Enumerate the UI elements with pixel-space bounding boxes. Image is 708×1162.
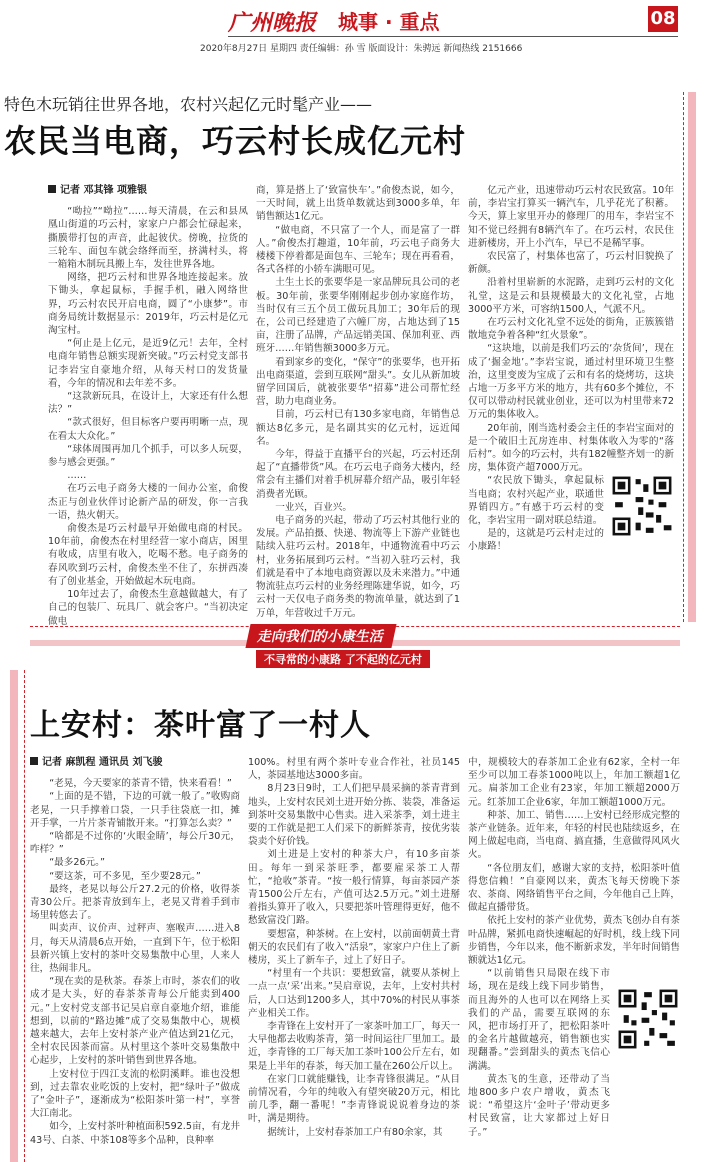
story2-headline: 上安村：茶叶富了一村人 [30,708,371,743]
masthead-info: 2020年8月27日 星期四 责任编辑：孙 雪 版面设计：朱骋远 新闻热线 2151666 [200,44,523,54]
story1-column-3 [468,184,674,554]
story2-byline-text: 记者 麻凯程 通讯员 刘飞骏 [42,757,163,768]
paragraph: “农民放下锄头，拿起鼠标当电商；农村兴起产业，联通世界销四方。”有感于巧云村的变化，李岩宝用一副对联总结道。 [468,475,604,527]
paragraph: 目前，巧云村已有130多家电商，年销售总额达8亿多元，是名副其实的亿元村，远近闻名。 [256,409,460,447]
paragraph: “上面的是不错，下边的可就一般了。”收购商老晃，一只手撑着口袋，一只手往袋底一扣，摊开手掌，一片片茶青铺散开来。“打算怎么卖？” [30,791,240,829]
paragraph: 上安村位于四江支流的松阴溪畔。谁也没想到，过去靠农业吃饭的上安村，把“绿叶子”做成了“金叶子”，逐渐成为“松阳茶叶第一村”，享誉大江南北。 [30,1068,240,1120]
paragraph: 100%。村里有两个茶叶专业合作社，社员145人，茶园基地达3000多亩。 [248,757,460,782]
paragraph: “现在卖的是秋茶。春茶上市时，茶农们的收成才是大头，好的春茶茶青每公斤能卖到400元。”上安村党支部书记吴启章自豪地介绍，谁能想到，以前的“路边摊”成了交易集散中心，规模越来越大，去年上安村茶产业产值达到21亿元，全村农民因茶而富。从村里这个茶叶交易集散中心起步，上安村的茶叶销售到世界各地。 [30,976,240,1067]
paragraph: 土生土长的张要华是一家品牌玩具公司的老板。30年前，张要华刚刚起步创办家庭作坊，当时仅有三五个员工做玩具加工；30年后的现在，公司已经建造了六幢厂房，占地达到了15亩，注册了品牌，产品远销美国、保加利亚、西班牙……年销售额3000多万元。 [256,277,460,355]
paragraph: “村里有一个共识：要想致富，就要从茶树上一点一点‘采’出来。”吴启章说，去年，上安村共村后，人口达到1200多人，其中70%的村民从事茶产业相关工作。 [248,968,460,1019]
paragraph: “球体周围再加几个抓手，可以多人玩耍，参与感会更强。” [48,443,248,469]
paragraph: “呦拉”“呦拉”……每天清晨，在云和县凤凰山街道的巧云村，家家户户都会忙碌起来，撕膜带打包的声音，此起彼伏。傍晚，拉货的三轮车、面包车就会络绎而至，挤满村头，将一箱箱木制玩具搬上车，发往世界各地。 [48,206,248,271]
paragraph: 亿元产业，迅速带动巧云村农民致富。10年前，李岩宝打算买一辆汽车，几乎花光了积蓄。今天，算上家里开办的修理厂的用车，李岩宝不知不觉已经拥有8辆汽车了。在巧云村，农民住进新楼房，开上小汽车，早已不是稀罕事。 [468,185,674,249]
newspaper-logo: 广州晚报 [228,10,317,36]
story2-column-1 [30,756,240,1147]
paragraph: 8月23日9时，工人们把早晨采摘的茶青背到地头，上安村农民刘土进开始分拣、装袋，准备运到茶叶交易集散中心售卖。进入采茶季，刘土进主要的工作就是把工人们采下的新鲜茶青，按优劣装袋卖个好价钱。 [248,783,460,848]
paragraph: 依托上安村的茶产业优势，黄杰飞创办自有茶叶品牌，紧抓电商快速崛起的好时机，线上线下同步销售，今年以来，他不断新求发，半年时间销售额就达1亿元。 [468,915,680,967]
paragraph: 沿着村里崭新的水泥路，走到巧云村的文化礼堂，这是云和县规模最大的文化礼堂，占地3000平方米，可容纳1500人，气派不凡。 [468,277,674,315]
story1-column-2 [256,184,460,620]
paragraph: 中，规模较大的春茶加工企业有62家，全村一年至少可以加工春茶1000吨以上，年加工额超1亿元。扁茶加工企业有23家，年加工额超2000万元。红茶加工企业6家，年加工额超1000万元。 [468,757,680,808]
series-banner-title: 走向我们的小康生活 [245,624,396,648]
masthead-rule [228,36,678,37]
frame-right-bar [688,92,696,622]
paragraph: 是的，这就是巧云村走过的小康路！ [468,528,604,553]
paragraph: 一业兴，百业兴。 [275,501,352,513]
qr-code-icon[interactable] [616,987,680,1051]
paragraph: “最多26元。” [49,857,105,869]
paragraph: “以前销售只局限在线下市场，现在是线上线下同步销售，而且海外的人也可以在网络上买我们的产品，需要互联网的东风，把市场打开了，把松阳茶叶的金名片越做越亮，销售额也实现翻番。”尝到甜头的黄杰飞信心满满。 [468,968,610,1072]
paragraph: “啥都是不过你的‘火眼金睛’，每公斤30元，咋样？” [30,831,240,856]
paragraph: 种茶、加工、销售……上安村已经形成完整的茶产业链条。近年来，年轻的村民也陆续返乡，在网上做起电商，当电商、搞直播，生意做得风风火火。 [468,809,680,861]
paragraph: 要想富，种茶树。在上安村，以前面朝黄土背朝天的农民们有了收入“活泉”，家家户户住上了新楼房，买上了新车子，过上了好日子。 [248,928,460,967]
frame-left-bar [10,670,18,1162]
paragraph: 在家门口就能赚钱，让李青锋很满足。“从目前情况看，今年的纯收入有望突破20万元，相比前几季，翻一番呢！”李青锋说说说着身边的茶叶，满是期待。 [248,1073,460,1125]
paragraph: 在巧云村文化礼堂不远处的街角，正簇簇错散地竞争着各种“红火景象”。 [468,317,674,342]
story2-column-3 [468,756,680,1139]
paragraph: “款式很好，但目标客户要再明晰一点，现在看太大众化。” [48,417,248,442]
story1-column-1 [48,184,248,628]
paragraph: “做电商，不只富了一个人，而是富了一群人。”俞俊杰打趣道，10年前，巧云电子商务大楼楼下停着都是面包车、三轮车；现在再看看，各式各样的小轿车满眼可见。 [256,224,460,276]
paragraph: 刘土进是上安村的种茶大户，有10多亩茶田。每年一到采茶旺季，都要雇采茶工人帮忙，“抢收”茶青。“按一般行情算，每亩茶园产茶青1500公斤左右，产值可达2.5万元。”刘土进掰着指头算开了收入，只要把茶叶管理得更好，他不愁致富没门路。 [248,849,460,927]
story1-headline: 农民当电商，巧云村长成亿元村 [4,122,467,160]
paragraph: 李青锋在上安村开了一家茶叶加工厂，每天一大早他都去收购茶青，第一时间运往厂里加工。最近，李青锋的工厂每天加工茶叶100公斤左右，如果是上半年的春茶，每天加工量在260公斤以上。 [248,1021,460,1072]
paragraph: 看到家乡的变化，“保守”的张要华，也开拓出电商渠道，尝到互联网“甜头”。女儿从新加坡留学回国后，就被张要华“招募”进公司帮忙经营，助力电商业务。 [256,356,460,408]
paragraph: 今年，得益于直播平台的兴起，巧云村还刮起了“直播带货”风。在巧云电子商务大楼内，经常会有主播们对着手机屏幕介绍产品，吸引年轻消费者光顾。 [256,449,460,500]
paragraph: 20年前，刚当选村委会主任的李岩宝面对的是一个破旧土瓦房连串、村集体收入为零的“落后村”。如今的巧云村，共有182幢整齐划一的新房，集体资产超7000万元。 [468,422,674,474]
paragraph: 据统计，上安村春茶加工户有80余家，其 [267,1126,443,1138]
page-number: 08 [648,6,678,32]
paragraph: “何止是上亿元，是近9亿元！去年，全村电商年销售总额实现新突破。”巧云村党支部书记李岩宝自豪地介绍，从每天村口的发货量看，今年的情况和去年差不多。 [48,338,248,389]
paragraph: “老晃，今天要家的茶青不错，快来看看！” [49,778,232,790]
qr-code-icon[interactable] [610,474,674,538]
story2-byline [30,756,240,769]
paragraph: 农民富了，村集体也富了，巧云村旧貌换了新颜。 [468,251,674,276]
frame-right-dash [683,92,684,622]
paragraph: 俞俊杰是巧云村最早开始做电商的村民。10年前，俞俊杰在村里经营一家小商店，困里有收成，店里有收入，吃喝不愁。电子商务的春风吹到巧云村，俞俊杰坐不住了，东拼西凑有了创业基金，开始做起木玩电商。 [48,523,248,587]
section-title: 城事 · 重点 [338,10,440,34]
paragraph: 网络，把巧云村和世界各地连接起来。放下锄头，拿起鼠标，手握手机，融入网络世界，巧云村农民开启电商，圆了“小康梦”。市商务局统计数据显示：2019年，巧云村是亿元淘宝村。 [48,272,248,337]
story1-byline [48,184,248,197]
paragraph: 在巧云电子商务大楼的一间办公室，俞俊杰正与创业伙伴讨论新产品的研发，你一言我一语，热火朝天。 [48,483,248,521]
paragraph: “这款新玩具，在设计上，大家还有什么想法？” [48,391,248,416]
paragraph: 如今，上安村茶叶种植面积592.5亩，有龙井43号、白茶、中茶108等多个品种，良种率 [30,1121,240,1146]
paragraph: 叫卖声、议价声、过秤声、塞喉声……进入8月，每天从清晨6点开始，一直到下午，位于松阳县新兴镇上安村的茶叶交易集散中心里，人来人往，热闹非凡。 [30,923,240,975]
byline-square-icon [48,185,56,193]
paragraph: “各位朋友们，感谢大家的支持，松阳茶叶值得您信赖！”自豪网以来，黄杰飞每天傍晚下茶农、茶商、网络销售平台之间，今年他自己上阵，做起直播带货。 [468,862,680,914]
paragraph: 10年过去了，俞俊杰生意越做越大，有了自己的包装厂、玩具厂、就会客户。“当初决定做电 [48,589,248,627]
paragraph: 电子商务的兴起，带动了巧云村其他行业的发展。产品拍摄、快递、物流等上下游产业链也陆续入驻巧云村。2018年，中通物流看中巧云村，业务拓展到巧云村。“当初入驻巧云村，我们就是看中了本地电商资源以及未来潜力。”中通物流驻点巧云村的业务经理陈建华说，如今，巧云村一天仅电子商务类的物流单量，就达到了1万单，年营收过千万元。 [256,515,460,619]
paragraph: “这块地，以前是我们巧云的‘杂货间’，现在成了‘掘金地’。”李岩宝说，通过村里环境卫生整治，这里变废为宝成了云和有名的烧烤坊，这块占地一万多平方米的地方，共有60多个摊位，不仅可以带动村民就业创业，还可以为村里带来72万元的集体收入。 [468,343,674,421]
byline-square-icon [30,757,38,765]
paragraph: 黄杰飞的生意，还带动了当地800多户农户增收，黄杰飞说：“希望这片‘金叶子’带动更多村民致富，让大家都过上好日子。” [468,1073,610,1138]
frame-left-dash [24,670,25,1162]
paragraph: 商，算是搭上了‘致富快车’。”俞俊杰说，如今，一天时间，就上出货单数就达到3000多单，年销售额达1亿元。 [256,185,460,223]
story2-column-2 [248,756,460,1139]
paragraph: “要这茶，可不多见，至少要28元。” [49,870,201,882]
series-banner-subtitle: 不寻常的小康路 了不起的亿元村 [256,650,430,668]
paragraph: 最终，老晃以每公斤27.2元的价格，收得茶青30公斤。把茶青放到车上，老晃又背着手到市场里转悠去了。 [30,883,240,922]
story1-kicker: 特色木玩销往世界各地，农村兴起亿元时髦产业—— [4,95,373,114]
paragraph: …… [67,470,87,482]
story1-byline-text: 记者 邓其锋 项雅银 [60,185,147,196]
